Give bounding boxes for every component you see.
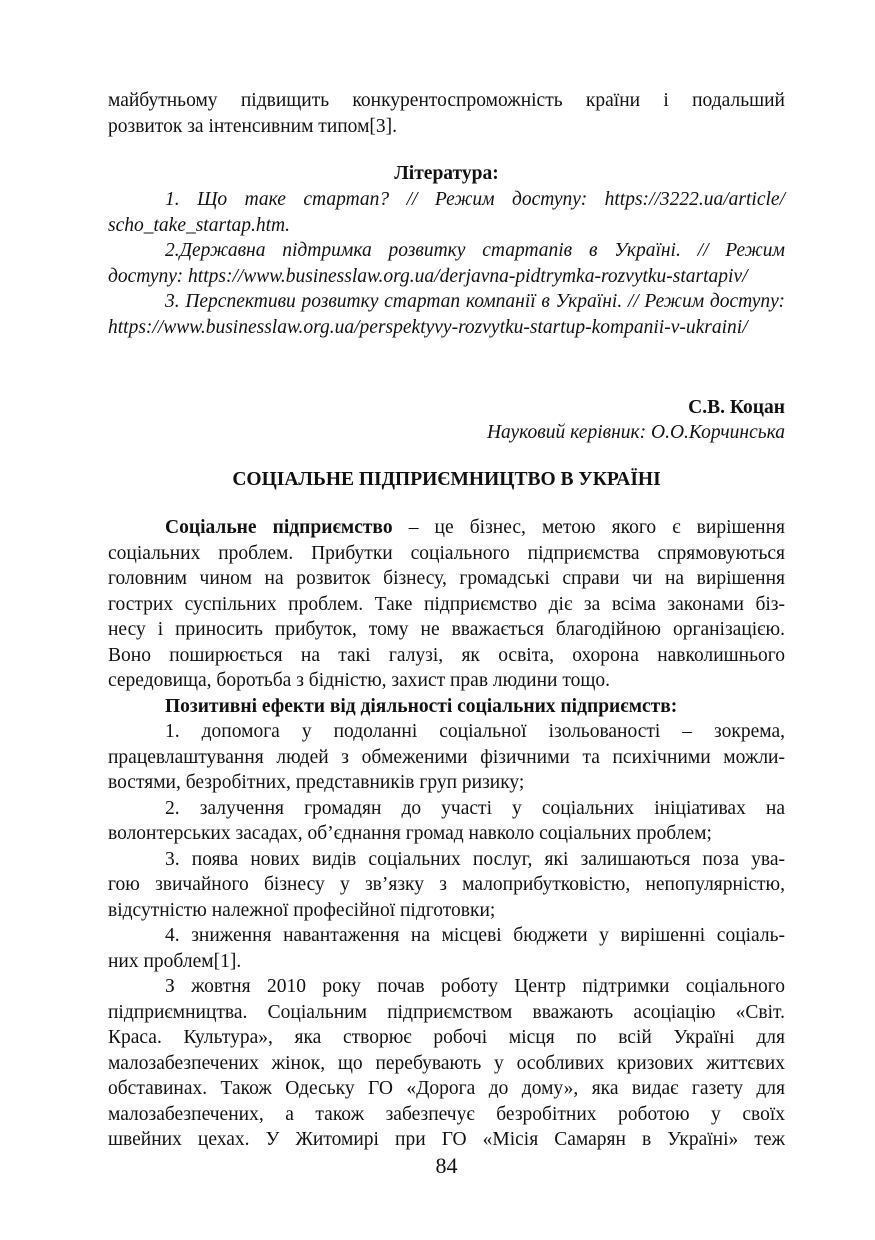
author-name: С.В. Коцан: [688, 397, 785, 418]
paragraph-line: несу і приносить прибуток, тому не вважається благодійною організацією.: [108, 619, 785, 640]
page-number: 84: [435, 1153, 458, 1178]
effects-heading: Позитивні ефекти від діяльності соціальних підприємств:: [165, 695, 678, 717]
list-item-2: 2. залучення громадян до участі у соціальних ініціативах на: [165, 797, 785, 819]
paragraph-line: підприємництва. Соціальним підприємством вважають асоціацію «Світ.: [108, 1001, 785, 1023]
list-item-3-cont: гою звичайного бізнесу у зв’язку з малоприбутковістю, непопулярністю,: [108, 874, 785, 895]
paragraph-line: Краса. Культура», яка створює робочі місця по всій Україні для: [108, 1027, 785, 1048]
paragraph-line: середовища, боротьба з бідністю, захист прав людини тощо.: [108, 670, 610, 691]
list-item-3-cont: відсутністю належної професійної підготовки;: [108, 899, 496, 921]
paragraph-line: обставинах. Також Одеську ГО «Дорога до дому», яка видає газету для: [108, 1078, 785, 1099]
advisor-line: Науковий керівник: О.О.Корчинська: [486, 422, 785, 443]
text-fragment: – це бізнес, метою якого є вирішення: [408, 517, 785, 538]
reference-item-2: 2.Державна підтримка розвитку стартапів в Україні. // Режим: [165, 240, 785, 261]
paragraph-line: З жовтня 2010 року почав роботу Центр підтримки соціального: [165, 976, 785, 997]
list-item-2-cont: волонтерських засадах, об’єднання громад навколо соціальних проблем;: [108, 823, 712, 844]
reference-item-3-cont: https://www.businesslaw.org.ua/perspektyvy-rozvytku-startup-kompanii-v-ukraini/: [108, 316, 748, 338]
reference-item-1: 1. Що таке стартап? // Режим доступу: https://3222.ua/article/: [165, 189, 785, 210]
paragraph-line: Воно поширюється на такі галузі, як освіта, охорона навколишнього: [108, 644, 785, 666]
paragraph-line: малозабезпечених, а також забезпечує безробітних роботою у своїх: [108, 1103, 785, 1125]
reference-item-3: 3. Перспективи розвитку стартап компанії в Україні. // Режим доступу:: [165, 291, 785, 312]
paragraph-line: гострих суспільних проблем. Таке підприємство діє за всіма законами біз-: [108, 593, 785, 615]
intro-paragraph: [108, 88, 785, 139]
paragraph-line: швейних цехах. У Житомирі при ГО «Місія Самарян в Україні» теж: [108, 1129, 785, 1150]
list-item-4: 4. зниження навантаження на місцеві бюджети у вирішенні соціаль-: [165, 925, 785, 946]
text-line: розвиток за інтенсивним типом[3].: [108, 115, 398, 137]
article-title: СОЦІАЛЬНЕ ПІДПРИЄМНИЦТВО В УКРАЇНІ: [232, 469, 661, 490]
paragraph-line: головним чином на розвиток бізнесу, громадські справи чи на вирішення: [108, 568, 785, 589]
bold-term: Соціальне підприємство: [165, 517, 393, 538]
text-line: майбутньому підвищить конкурентоспроможність країни і подальший: [108, 90, 785, 111]
list-item-1-cont: востями, безробітних, представників груп ризику;: [108, 772, 525, 793]
literature-heading: Література:: [394, 163, 499, 184]
paragraph-line: малозабезпечених жінок, що перебувають у особливих кризових життєвих: [108, 1052, 785, 1074]
reference-list: [108, 187, 785, 340]
paragraph-line: [108, 515, 785, 541]
list-item-3: 3. поява нових видів соціальних послуг, які залишаються поза ува-: [165, 848, 785, 870]
list-item-1-cont: працевлаштування людей з обмеженими фізичними та психічними можли-: [108, 746, 785, 768]
list-item-1: 1. допомога у подоланні соціальної ізольованості – зокрема,: [165, 721, 785, 742]
reference-item-2-cont: доступу: https://www.businesslaw.org.ua/derjavna-pidtrymka-rozvytku-startapiv/: [108, 265, 748, 287]
paragraph-line: соціальних проблем. Прибутки соціального підприємства спрямовуються: [108, 542, 785, 564]
list-item-4-cont: них проблем[1].: [108, 950, 242, 972]
reference-item-1-cont: scho_take_startap.htm.: [108, 214, 290, 236]
article-body: [108, 515, 785, 1153]
